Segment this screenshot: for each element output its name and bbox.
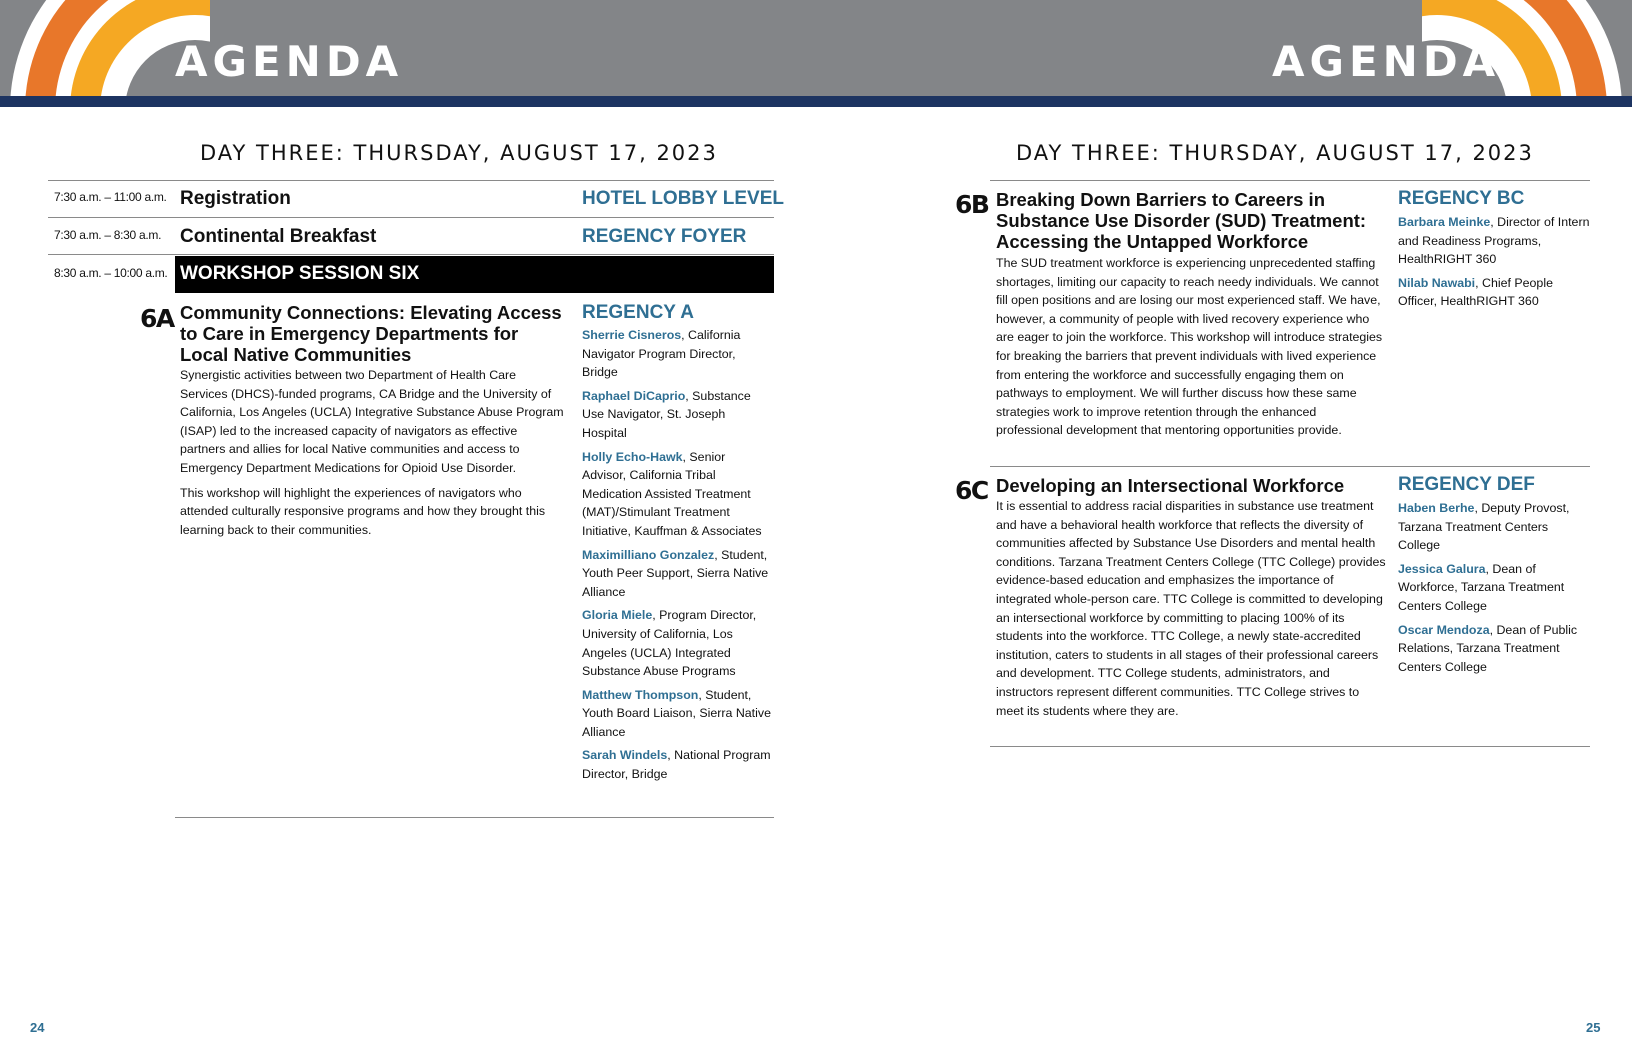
session-title-6a: Community Connections: Elevating Access to Care in Emergency Departments for Local Native Communities [180, 302, 562, 365]
breakfast-title: Continental Breakfast [180, 226, 377, 247]
speaker [582, 326, 772, 382]
divider [48, 254, 774, 255]
divider [175, 817, 774, 818]
divider [990, 746, 1590, 747]
speaker [582, 746, 772, 783]
session-description-6a [180, 366, 565, 545]
workshop-session-bar [175, 256, 774, 293]
speaker-list-6b [1398, 213, 1593, 316]
speaker-name: Sherrie Cisneros [582, 328, 682, 342]
speaker-name: Sarah Windels [582, 748, 668, 763]
paragraph: This workshop will highlight the experiences of navigators who attended culturally responsive programs and how they brought this learning back to their communities. [180, 485, 546, 537]
speaker [582, 686, 772, 742]
speaker-name: Raphael DiCaprio [582, 388, 686, 403]
time-breakfast: 7:30 a.m. – 8:30 a.m. [54, 228, 162, 242]
header-rule [0, 96, 1632, 107]
speaker-role: , California Navigator Program Director, Bridge [582, 328, 741, 380]
time-registration: 7:30 a.m. – 11:00 a.m. [54, 190, 167, 204]
speaker-role: , National Program Director, Bridge [582, 748, 771, 782]
speaker-role: , Substance Use Navigator, St. Joseph Hospital [582, 388, 751, 440]
page-number-left: 24 [30, 1020, 45, 1035]
speaker-role: , Dean of Workforce, Tarzana Treatment Centers College [1398, 561, 1565, 613]
registration-title: Registration [180, 188, 291, 209]
divider [990, 180, 1590, 181]
divider [990, 466, 1590, 467]
page-number-right: 25 [1586, 1020, 1601, 1035]
paragraph: The SUD treatment workforce is experiencing unprecedented staffing shortages, limiting our capacity to reach needy individuals. We cannot fill open positions and are losing our most experienced staff. We have, however, a community of people with lived recovery experience who are eager to join the workforce. This workshop will introduce strategies for breaking the barriers that prevent individuals with lived experience from entering the workforce and successfully engaging them on pathways to employment. We will further discuss how these same strategies work to improve retention through the enhanced professional development that mentoring opportunities provide. [996, 256, 1383, 438]
speaker-role: , Student, Youth Board Liaison, Sierra Native Alliance [582, 687, 771, 739]
registration-room: HOTEL LOBBY LEVEL [582, 188, 784, 209]
speaker-name: Maximilliano Gonzalez [582, 547, 715, 562]
speaker [1398, 621, 1593, 677]
session-description-6c [996, 497, 1386, 726]
session-title-6b: Breaking Down Barriers to Careers in Substance Use Disorder (SUD) Treatment: Accessing the Untapped Workforce [996, 189, 1367, 252]
paragraph: It is essential to address racial disparities in substance use treatment and have a behavioral health workforce that reflects the diversity of communities affected by Substance Use Disorders and mental health conditions. Tarzana Treatment Centers College (TTC College) provides evidence-based education and emphasizes the importance of integrated whole-person care. TTC College is committed to developing an intersectional workforce by committing to placing 100% of its students into the workforce. TTC College, a newly state-accredited institution, caters to students in all stages of their professional careers and development. TTC College students, administrators, and instructors represent different communities. TTC College strives to meet its students where they are. [996, 499, 1386, 718]
session-room-6a: REGENCY A [582, 302, 694, 323]
speaker-role: , Program Director, University of California, Los Angeles (UCLA) Integrated Substance Abuse Programs [582, 608, 757, 679]
agenda-title-left: AGENDA [175, 37, 404, 86]
speaker [582, 448, 772, 541]
speaker-name: Jessica Galura [1398, 561, 1486, 576]
session-code-6c: 6C [955, 476, 988, 505]
speaker-role: , Chief People Officer, HealthRIGHT 360 [1398, 275, 1553, 309]
speaker-name: Barbara Meinke [1398, 215, 1491, 229]
session-room-6c: REGENCY DEF [1398, 474, 1535, 495]
speaker [582, 546, 772, 602]
speaker [1398, 560, 1593, 616]
speaker-role: , Dean of Public Relations, Tarzana Treatment Centers College [1398, 622, 1578, 674]
page-header [0, 0, 1632, 96]
day-title-right: DAY THREE: THURSDAY, AUGUST 17, 2023 [1016, 141, 1534, 165]
speaker-role: , Director of Intern and Readiness Programs, HealthRIGHT 360 [1398, 215, 1590, 267]
paragraph: Synergistic activities between two Department of Health Care Services (DHCS)-funded programs, CA Bridge and the University of California, Los Angeles (UCLA) Integrative Substance Abuse Program (ISAP) led to the increased capacity of navigators as effective partners and allies for local Native communities and access to Emergency Department Medications for Opioid Use Disorder. [180, 368, 564, 475]
speaker-list-6a [582, 326, 772, 789]
breakfast-room: REGENCY FOYER [582, 226, 747, 247]
speaker [1398, 499, 1593, 555]
speaker-list-6c [1398, 499, 1593, 681]
agenda-title-right: AGENDA [1272, 37, 1501, 86]
session-title-6c: Developing an Intersectional Workforce [996, 475, 1345, 496]
speaker-name: Oscar Mendoza [1398, 622, 1490, 637]
session-room-6b: REGENCY BC [1398, 188, 1525, 209]
session-code-6a: 6A [140, 304, 174, 333]
session-description-6b [996, 254, 1386, 446]
speaker-name: Haben Berhe [1398, 501, 1475, 515]
speaker [1398, 274, 1593, 311]
speaker-name: Gloria Miele [582, 608, 653, 623]
speaker-role: , Deputy Provost, Tarzana Treatment Centers College [1398, 501, 1570, 553]
speaker [582, 387, 772, 443]
workshop-session-title: WORKSHOP SESSION SIX [180, 263, 420, 284]
day-title-left: DAY THREE: THURSDAY, AUGUST 17, 2023 [200, 141, 718, 165]
speaker-name: Matthew Thompson [582, 687, 699, 702]
speaker-name: Holly Echo-Hawk [582, 449, 683, 464]
time-workshop: 8:30 a.m. – 10:00 a.m. [54, 266, 168, 280]
speaker [1398, 213, 1593, 269]
divider [48, 180, 774, 181]
speaker-role: , Student, Youth Peer Support, Sierra Native Alliance [582, 547, 769, 599]
speaker-role: , Senior Advisor, California Tribal Medication Assisted Treatment (MAT)/Stimulant Treatment Initiative, Kauffman & Associates [582, 449, 762, 538]
divider [48, 217, 774, 218]
speaker [582, 606, 772, 680]
session-code-6b: 6B [955, 190, 989, 219]
speaker-name: Nilab Nawabi [1398, 275, 1476, 290]
